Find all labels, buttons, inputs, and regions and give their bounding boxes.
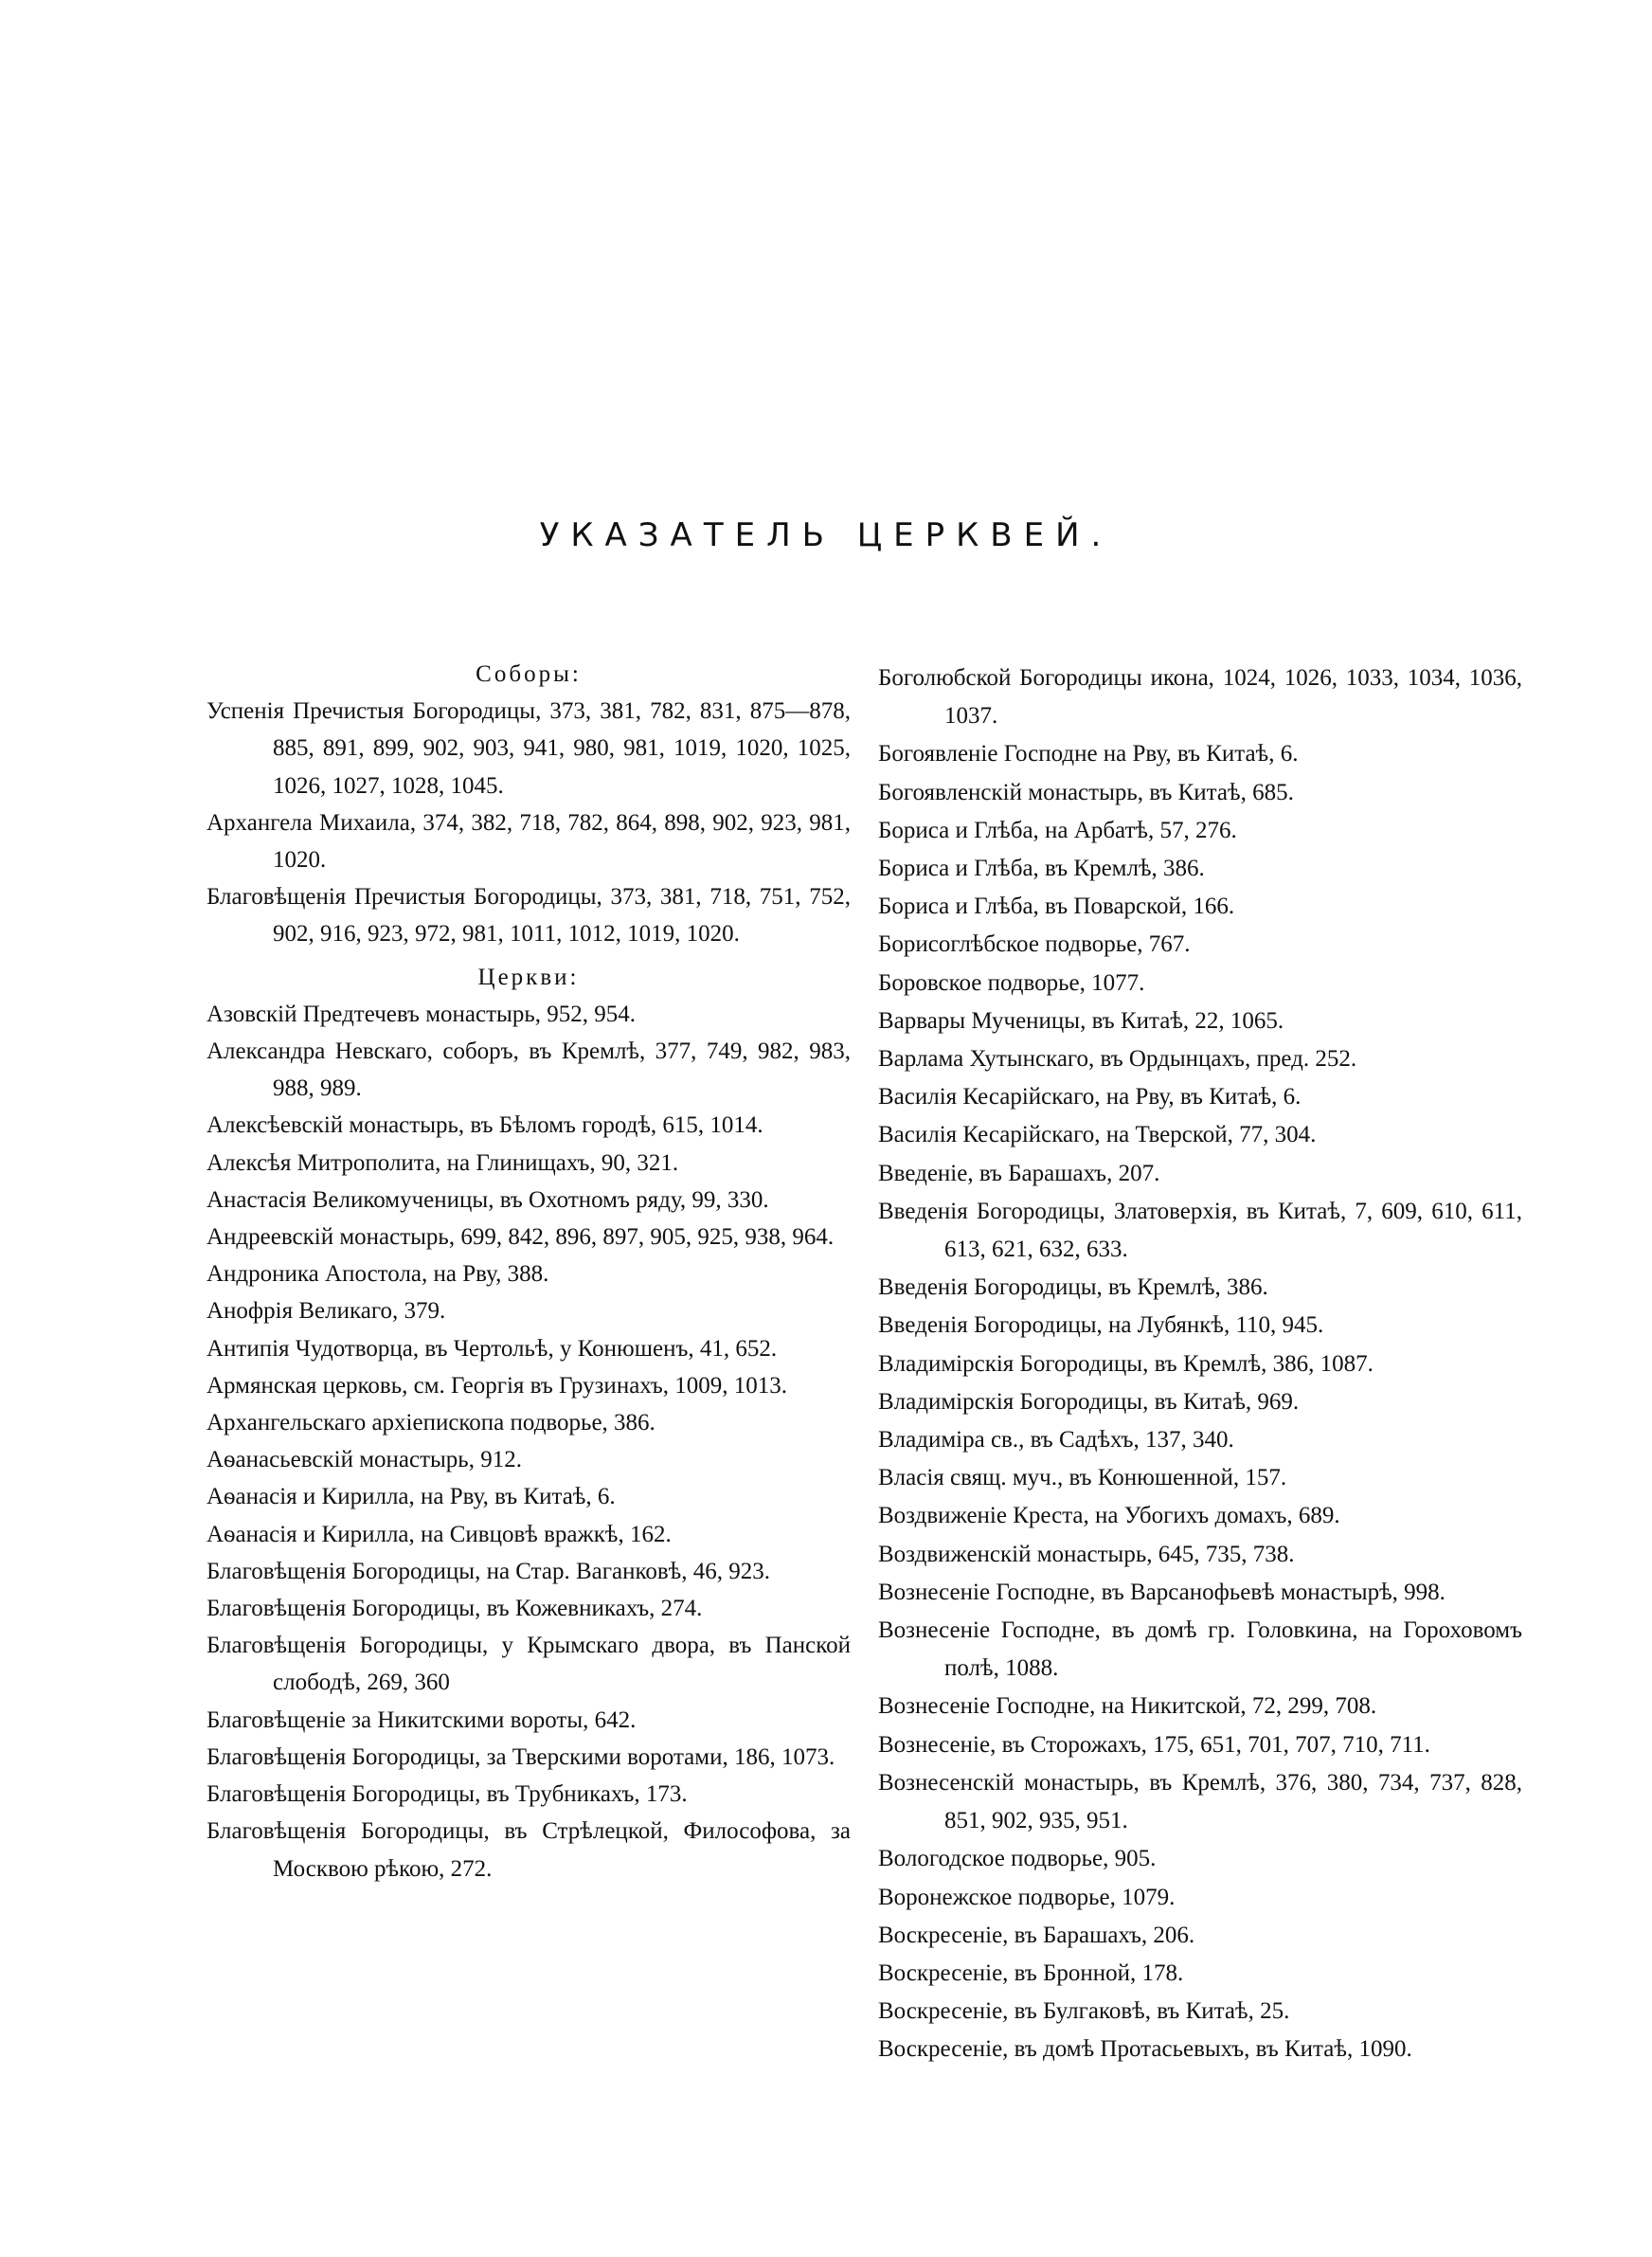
index-entry: Вознесенскій монастырь, въ Кремлѣ, 376, 380, 734, 737, 828, 851, 902, 935, 951. [878,1769,1522,1834]
index-entry: Благовѣщенія Богородицы, у Крымскаго двора, въ Панской слободѣ, 269, 360 [206,1633,851,1696]
index-entry: Владиміра св., въ Садѣхъ, 137, 340. [878,1427,1234,1454]
index-entry: Владимірскія Богородицы, въ Кремлѣ, 386, 1087. [878,1350,1374,1377]
index-entry: Вознесеніе Господне, въ домѣ гр. Головкина, на Гороховомъ полѣ, 1088. [878,1617,1522,1682]
index-entry: Воскресеніе, въ Булгаковѣ, въ Китаѣ, 25. [878,1998,1290,2025]
index-entry: Анофрія Великаго, 379. [206,1298,446,1325]
index-entry: Бориса и Глѣба, въ Кремлѣ, 386. [878,856,1205,882]
index-entry: Александра Невскаго, соборъ, въ Кремлѣ, 377, 749, 982, 983, 988, 989. [206,1038,851,1102]
index-entry: Воскресеніе, въ домѣ Протасьевыхъ, въ Китаѣ, 1090. [878,2036,1412,2063]
index-entry: Андроника Апостола, на Рву, 388. [206,1261,549,1288]
index-entry: Воскресеніе, въ Бронной, 178. [878,1959,1184,1986]
index-entry: Благовѣщенія Пречистыя Богородицы, 373, 381, 718, 751, 752, 902, 916, 923, 972, 981, 1011, 1012, 1019, 1020. [206,884,851,948]
index-entry: Благовѣщенія Богородицы, на Стар. Ваганковѣ, 46, 923. [206,1558,770,1584]
index-entry: Варлама Хутынскаго, въ Ордынцахъ, пред. 252. [878,1046,1357,1073]
index-entry: Архангельскаго архіепископа подворье, 386. [206,1410,655,1436]
index-entry: Вознесеніе, въ Сторожахъ, 175, 651, 701, 707, 710, 711. [878,1731,1430,1758]
index-entry: Воскресеніе, въ Барашахъ, 206. [878,1922,1195,1948]
index-entry: Воздвиженіе Креста, на Убогихъ домахъ, 689. [878,1503,1340,1529]
index-entry: Введенія Богородицы, на Лубянкѣ, 110, 945. [878,1312,1324,1339]
index-entry: Алексѣя Митрополита, на Глинищахъ, 90, 321. [206,1149,679,1176]
index-entry: Аѳанасьевскій монастырь, 912. [206,1447,522,1473]
index-entry: Введенія Богородицы, Златоверхія, въ Китаѣ, 7, 609, 610, 611, 613, 621, 632, 633. [878,1198,1522,1263]
section-heading-tserkvi: Церкви: [477,964,580,990]
index-entry: Благовѣщенія Богородицы, за Тверскими воротами, 186, 1073. [206,1743,835,1770]
index-entry: Алексѣевскій монастырь, въ Бѣломъ городѣ, 615, 1014. [206,1112,763,1139]
index-entry: Богоявленскій монастырь, въ Китаѣ, 685. [878,779,1294,805]
index-entry: Василія Кесарійскаго, на Рву, въ Китаѣ, 6. [878,1084,1302,1110]
index-entry: Введеніе, въ Барашахъ, 207. [878,1160,1160,1186]
right-column [878,659,1522,2069]
right-entries-list [878,659,1522,2069]
page-title: УКАЗАТЕЛЬ ЦЕРКВЕЙ. [539,516,1113,554]
index-entry: Власія свящ. муч., въ Конюшенной, 157. [878,1465,1287,1491]
index-entry: Анастасія Великомученицы, въ Охотномъ ряду, 99, 330. [206,1186,769,1213]
index-entry: Богоявленіе Господне на Рву, въ Китаѣ, 6. [878,741,1299,767]
index-entry: Владимірскія Богородицы, въ Китаѣ, 969. [878,1388,1300,1415]
index-entry: Воздвиженскій монастырь, 645, 735, 738. [878,1541,1295,1567]
left-column [206,656,851,1887]
index-entry: Введенія Богородицы, въ Кремлѣ, 386. [878,1274,1268,1301]
index-entry: Аѳанасія и Кирилла, на Рву, въ Китаѣ, 6. [206,1484,616,1510]
index-entry: Благовѣщеніе за Никитскими вороты, 642. [206,1706,637,1733]
index-entry: Борисоглѣбское подворье, 767. [878,931,1191,958]
index-entry: Благовѣщенія Богородицы, въ Кожевникахъ, 274. [206,1596,703,1622]
index-entry: Антипія Чудотворца, въ Чертольѣ, у Конюшенъ, 41, 652. [206,1335,778,1362]
index-entry: Варвары Мученицы, въ Китаѣ, 22, 1065. [878,1007,1284,1034]
index-entry: Успенія Пречистыя Богородицы, 373, 381, 782, 831, 875—878, 885, 891, 899, 902, 903, 941, 980, 981, 1019, 1020, 1025, 1026, 1027, 1028, 1045. [206,698,851,799]
index-entry: Бориса и Глѣба, на Арбатѣ, 57, 276. [878,817,1237,843]
index-entry: Бориса и Глѣба, въ Поварской, 166. [878,894,1235,920]
index-entry: Боровское подворье, 1077. [878,969,1145,996]
index-entry: Архангела Михаила, 374, 382, 718, 782, 864, 898, 902, 923, 981, 1020. [206,809,851,874]
index-entry: Василія Кесарійскаго, на Тверской, 77, 304. [878,1122,1317,1148]
index-entry: Вознесеніе Господне, на Никитской, 72, 299, 708. [878,1693,1377,1720]
index-entry: Вологодское подворье, 905. [878,1846,1157,1872]
index-entry: Боголюбской Богородицы икона, 1024, 1026, 1033, 1034, 1036, 1037. [878,665,1522,730]
tserkvi-list [206,996,851,1887]
index-entry: Азовскій Предтечевъ монастырь, 952, 954. [206,1001,636,1027]
index-entry: Благовѣщенія Богородицы, въ Стрѣлецкой, Философова, за Москвою рѣкою, 272. [206,1818,851,1882]
index-entry: Андреевскій монастырь, 699, 842, 896, 897, 905, 925, 938, 964. [206,1224,835,1251]
section-heading-sobory: Соборы: [476,661,582,687]
index-entry: Аѳанасія и Кирилла, на Сивцовѣ вражкѣ, 162. [206,1521,672,1547]
index-entry: Воронежское подворье, 1079. [878,1884,1176,1910]
index-entry: Благовѣщенія Богородицы, въ Трубникахъ, 173. [206,1781,688,1808]
index-entry: Вознесеніе Господне, въ Варсанофьевѣ монастырѣ, 998. [878,1579,1446,1605]
sobory-list [206,693,851,952]
index-entry: Армянская церковь, см. Георгія въ Грузинахъ, 1009, 1013. [206,1372,788,1399]
